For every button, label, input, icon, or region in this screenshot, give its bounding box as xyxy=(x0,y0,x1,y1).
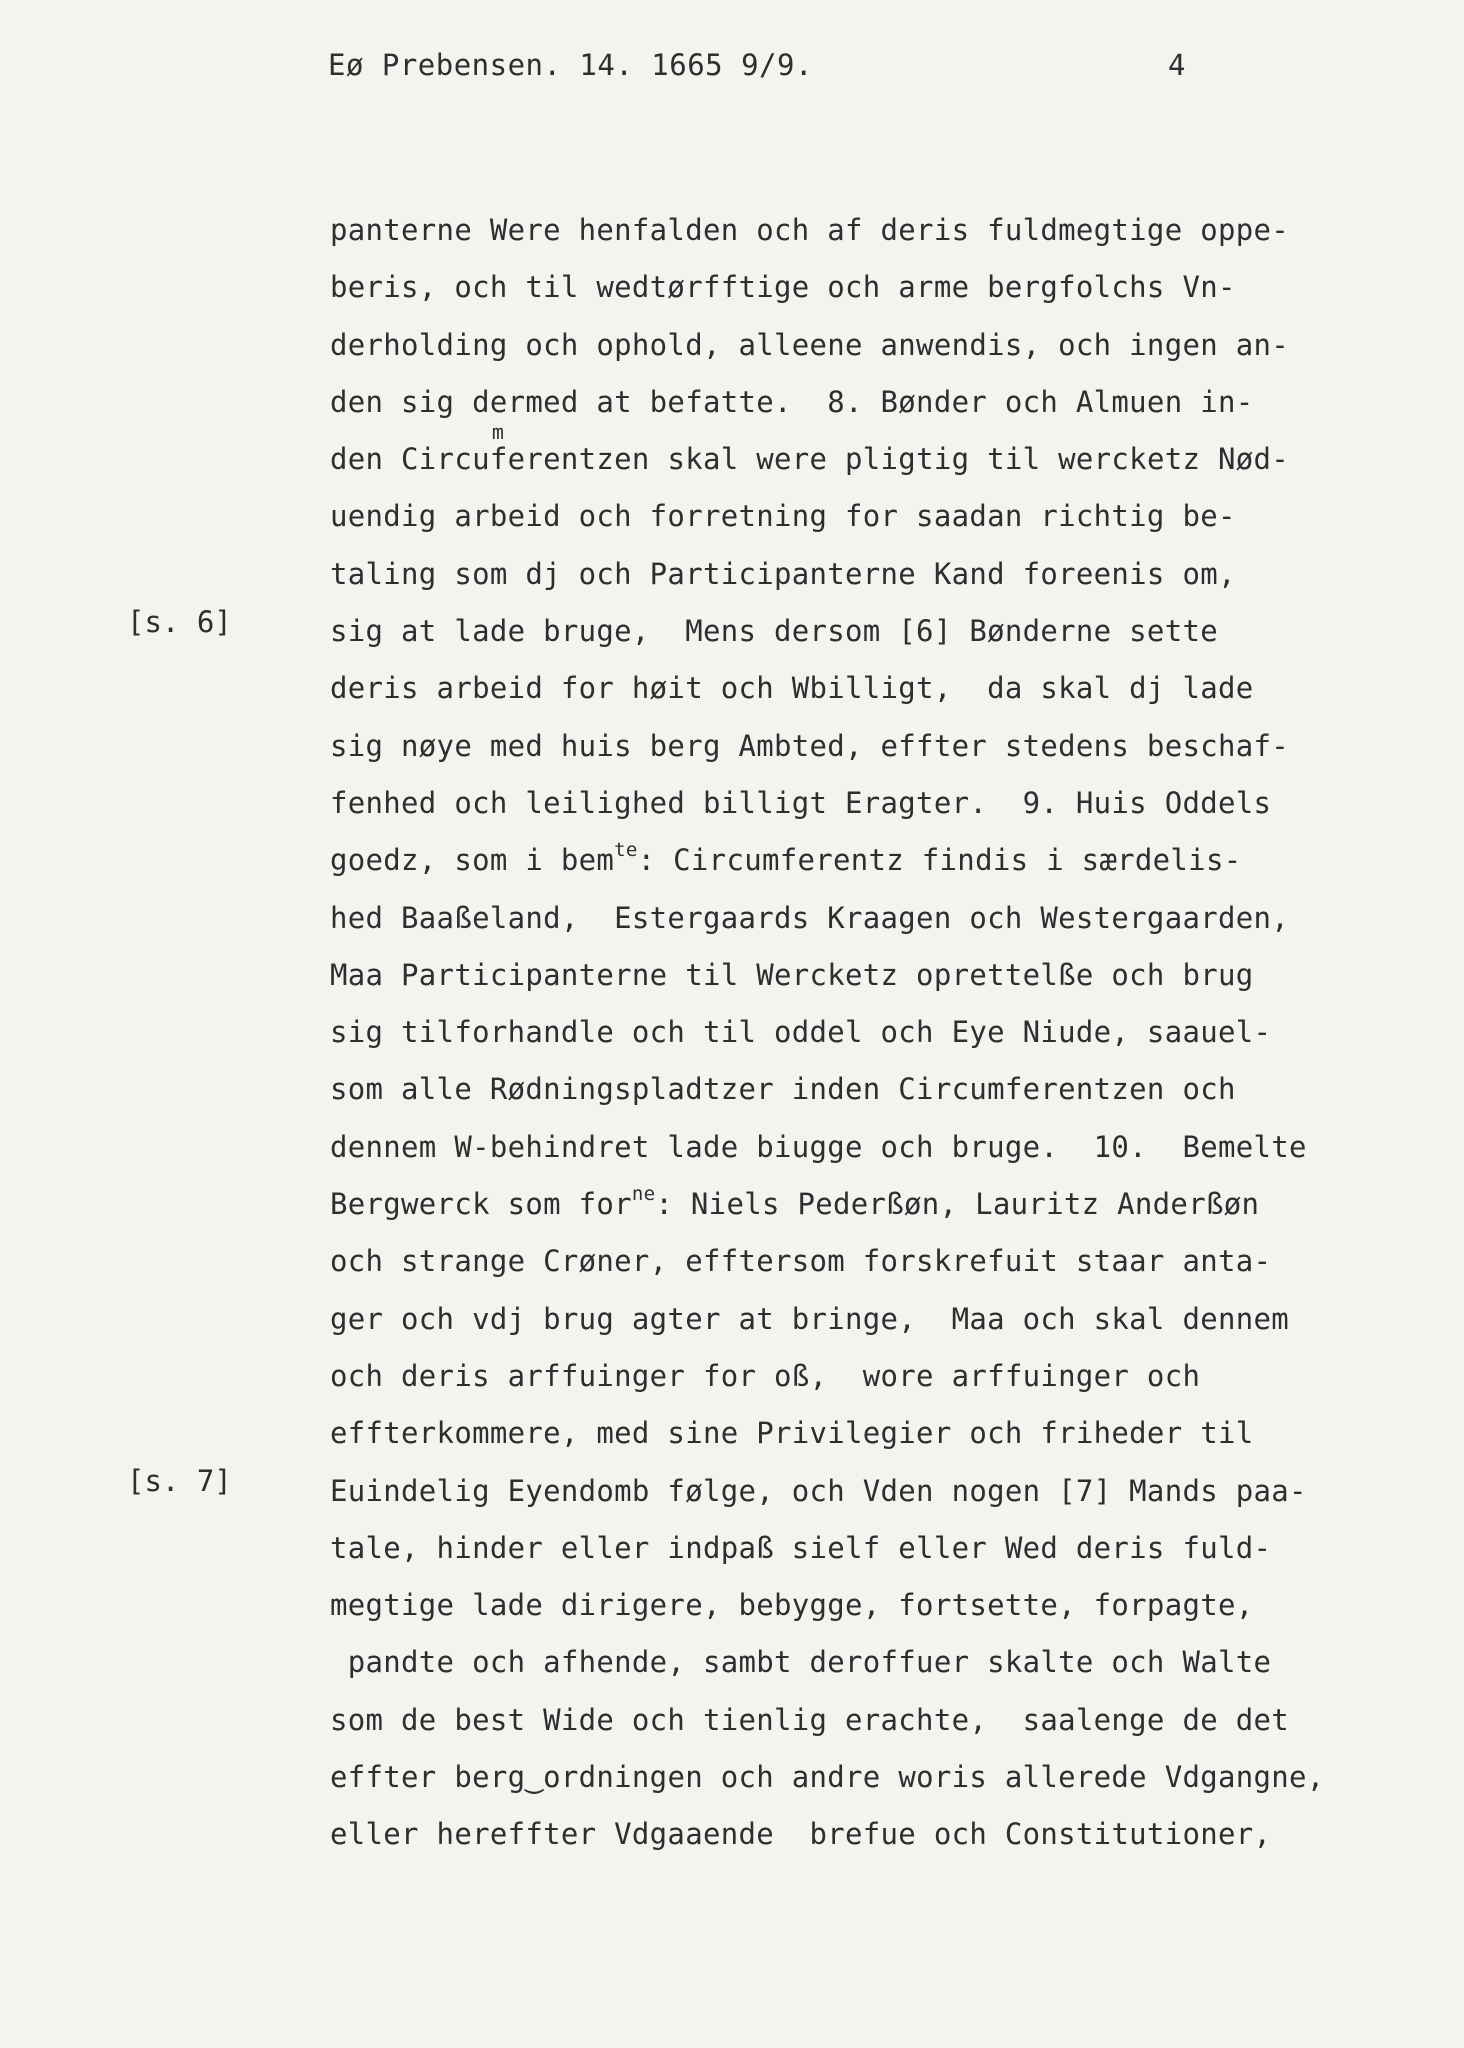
text-line: hed Baaßeland, Estergaards Kraagen och Westergaarden, xyxy=(330,900,1290,935)
text-line: panterne Were henfalden och af deris fuldmegtige oppe- xyxy=(330,213,1290,247)
text-line: effterkommere, med sine Privilegier och friheder til xyxy=(330,1416,1254,1451)
text-line: taling som dj och Participanterne Kand foreenis om, xyxy=(330,556,1236,591)
margin-note-s6: [s. 6] xyxy=(127,605,232,639)
text-line: uendig arbeid och forretning for saadan richtig be- xyxy=(330,499,1236,534)
text-line: Euindelig Eyendomb følge, och Vden nogen [7] Mands paa- xyxy=(330,1473,1307,1508)
text-line: tale, hinder eller indpaß sielf eller Wed deris fuld- xyxy=(330,1530,1272,1565)
text-line: sig nøye med huis berg Ambted, effter stedens beschaf- xyxy=(330,728,1290,763)
text-line: derholding och ophold, alleene anwendis, och ingen an- xyxy=(330,327,1290,362)
text-line: deris arbeid for høit och Wbilligt, da skal dj lade xyxy=(330,671,1254,706)
text-line: som alle Rødningspladtzer inden Circumferentzen och xyxy=(330,1072,1236,1107)
superscript: te xyxy=(614,839,638,862)
text-line: den Circu m ferentzen skal were pligtig til wercketz Nød- xyxy=(330,420,1290,477)
text-line: goedz, som i bem$^{te}$: Circumferentz findis i særdelis- xyxy=(330,839,1242,878)
text-line: megtige lade dirigere, bebygge, fortsette, forpagte, xyxy=(330,1588,1254,1623)
text-line: och strange Crøner, efftersom forskrefuit staar anta- xyxy=(330,1244,1272,1279)
text-line: eller hereffter Vdgaaende brefue och Constitutioner, xyxy=(330,1817,1272,1852)
text-line: sig tilforhandle och til oddel och Eye Niude, saauel- xyxy=(330,1015,1272,1050)
text-line: den sig dermed at befatte. 8. Bønder och Almuen in- xyxy=(330,384,1254,419)
text-line: som de best Wide och tienlig erachte, saalenge de det xyxy=(330,1702,1290,1737)
text-line: dennem W-behindret lade biugge och bruge. 10. Bemelte xyxy=(330,1129,1307,1164)
text-line: ger och vdj brug agter at bringe, Maa och skal dennem xyxy=(330,1301,1290,1336)
text-line: fenhed och leilighed billigt Eragter. 9. Huis Oddels xyxy=(330,785,1272,820)
superscript: ne xyxy=(631,1183,656,1206)
text-line: Bergwerck som for$^{ne}$: Niels Pederßøn, Lauritz Anderßøn xyxy=(330,1183,1260,1222)
body-text xyxy=(330,202,1350,1864)
header-title: Eø Prebensen. 14. 1665 9/9. xyxy=(328,48,813,82)
text-line: effter berg‿ordningen och andre woris allerede Vdgangne, xyxy=(330,1760,1325,1795)
text-line: sig at lade bruge, Mens dersom [6] Bønderne sette xyxy=(330,614,1218,649)
text-line: och deris arffuinger for oß, wore arffuinger och xyxy=(330,1358,1201,1393)
text-line: Maa Participanterne til Wercketz oprettelße och brug xyxy=(330,957,1254,992)
text-line: beris, och til wedtørfftige och arme bergfolchs Vn- xyxy=(330,270,1236,305)
margin-note-s7: [s. 7] xyxy=(127,1464,232,1498)
page-number: 4 xyxy=(1168,48,1186,82)
join-mark: ‿ xyxy=(525,1760,544,1795)
text-line: pandte och afhende, sambt deroffuer skalte och Walte xyxy=(330,1645,1272,1680)
